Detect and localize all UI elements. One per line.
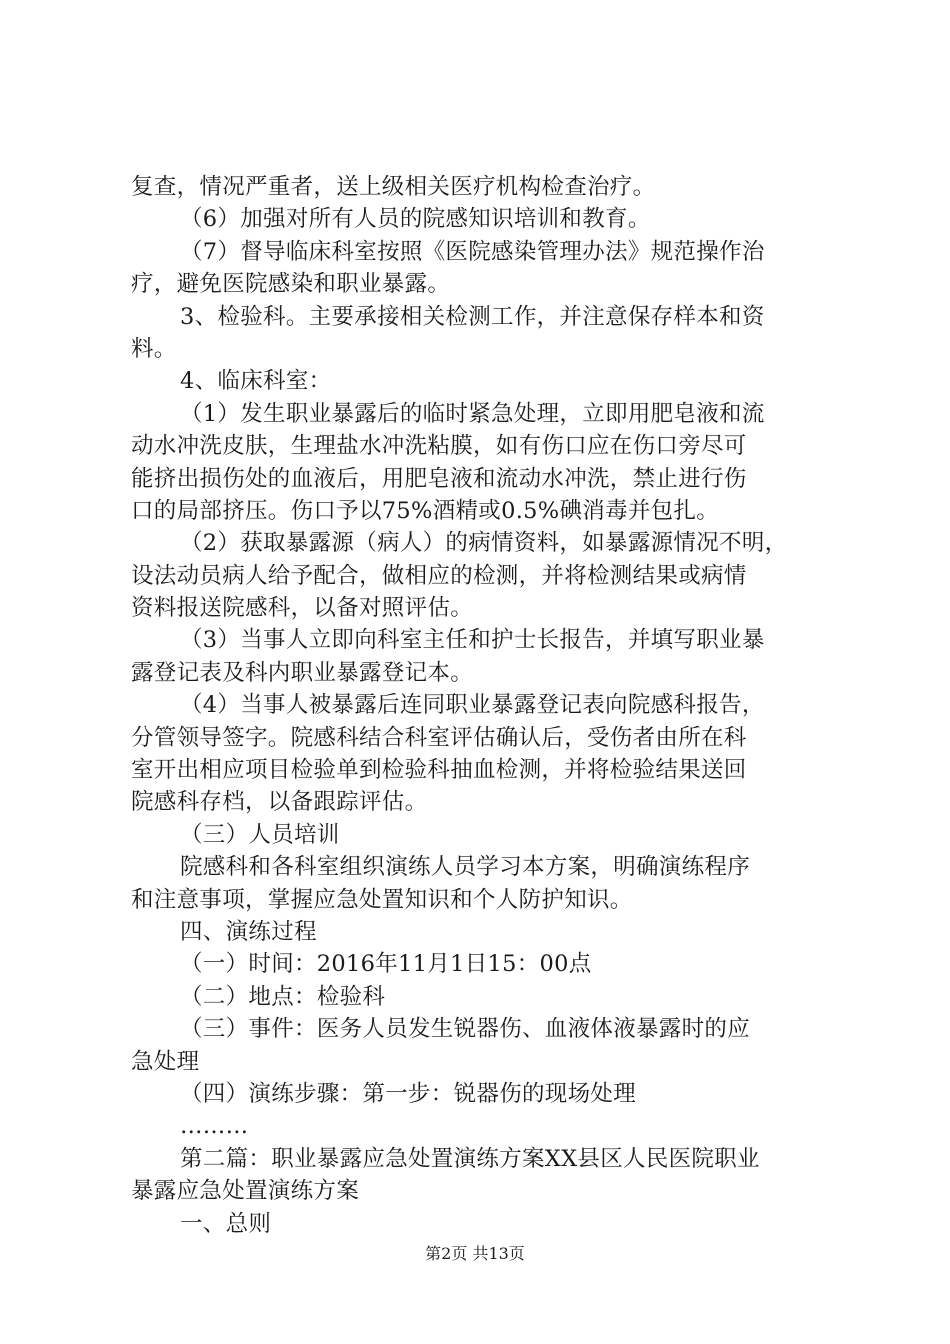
text-line: （三）人员培训 <box>180 821 340 848</box>
text-line: 分管领导签字。院感科结合科室评估确认后，受伤者由所在科 <box>131 724 747 751</box>
text-line: 疗，避免医院感染和职业暴露。 <box>131 271 451 298</box>
text-line: 动水冲洗皮肤，生理盐水冲洗粘膜，如有伤口应在伤口旁尽可 <box>131 433 747 460</box>
text-line: （6）加强对所有人员的院感知识培训和教育。 <box>180 206 651 233</box>
document-body <box>131 171 831 1240</box>
text-line: （3）当事人立即向科室主任和护士长报告，并填写职业暴 <box>180 627 765 654</box>
text-line: （2）获取暴露源（病人）的病情资料，如暴露源情况不明， <box>180 530 788 557</box>
text-line: 露登记表及科内职业暴露登记本。 <box>131 659 474 686</box>
text-line: 暴露应急处置演练方案 <box>131 1178 360 1205</box>
text-line: （四）演练步骤：第一步：锐器伤的现场处理 <box>180 1080 637 1107</box>
text-line: 能挤出损伤处的血液后，用肥皂液和流动水冲洗，禁止进行伤 <box>131 465 747 492</box>
text-line: 第二篇：职业暴露应急处置演练方案XX县区人民医院职业 <box>180 1145 760 1172</box>
text-line: 3、检验科。主要承接相关检测工作，并注意保存样本和资 <box>180 303 765 330</box>
text-line: 急处理 <box>131 1048 200 1075</box>
text-line: （二）地点：检验科 <box>180 983 386 1010</box>
text-line: （一）时间：2016年11月1日15：00点 <box>180 951 592 978</box>
text-line: ……… <box>180 1113 249 1140</box>
text-line: 室开出相应项目检验单到检验科抽血检测，并将检验结果送回 <box>131 757 747 784</box>
text-line: 料。 <box>131 335 177 362</box>
text-line: （1）发生职业暴露后的临时紧急处理，立即用肥皂液和流 <box>180 400 765 427</box>
text-line: 资料报送院感科，以备对照评估。 <box>131 595 474 622</box>
text-line: 院感科存档，以备跟踪评估。 <box>131 789 428 816</box>
text-line: 设法动员病人给予配合，做相应的检测，并将检测结果或病情 <box>131 562 747 589</box>
text-line: （三）事件：医务人员发生锐器伤、血液体液暴露时的应 <box>180 1016 751 1043</box>
text-line: 口的局部挤压。伤口予以75%酒精或0.5%碘消毒并包扎。 <box>131 497 720 524</box>
text-line: （7）督导临床科室按照《医院感染管理办法》规范操作治 <box>180 238 765 265</box>
text-line: 四、演练过程 <box>180 918 317 945</box>
text-line: 一、总则 <box>180 1210 272 1237</box>
page-footer: 第2页 共13页 <box>425 1244 525 1263</box>
text-line: （4）当事人被暴露后连同职业暴露登记表向院感科报告， <box>180 692 765 719</box>
text-line: 院感科和各科室组织演练人员学习本方案，明确演练程序 <box>180 854 751 881</box>
text-line: 4、临床科室： <box>180 368 332 395</box>
text-line: 和注意事项，掌握应急处置知识和个人防护知识。 <box>131 886 633 913</box>
text-line: 复查，情况严重者，送上级相关医疗机构检查治疗。 <box>131 174 656 200</box>
